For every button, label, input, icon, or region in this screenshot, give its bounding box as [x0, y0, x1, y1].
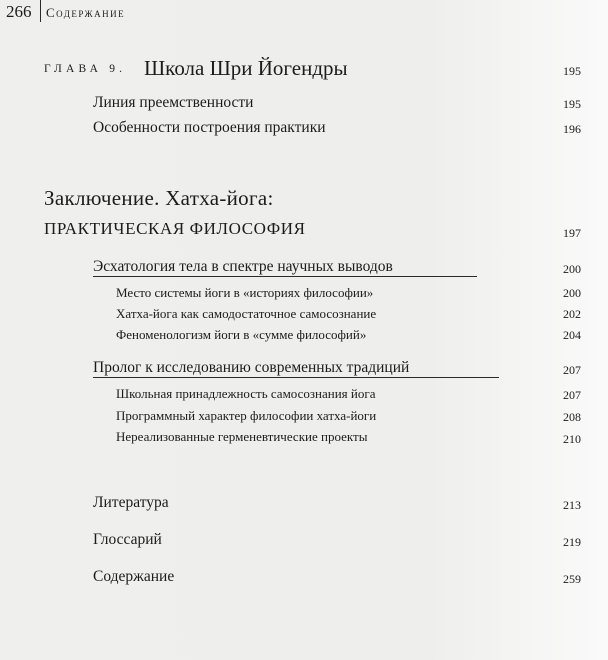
toc-subentry-page: 208: [563, 410, 581, 424]
running-title: Содержание: [46, 5, 126, 20]
toc-entry-title: Линия преемственности: [93, 94, 254, 111]
toc-subentry-title: Хатха-йога как самодостаточное самосознание: [116, 306, 377, 321]
section-page: 207: [563, 363, 581, 377]
conclusion-page: 197: [563, 226, 581, 240]
backmatter-title: Содержание: [93, 568, 175, 585]
toc-entry-title: Особенности построения практики: [93, 119, 326, 136]
conclusion-title-line2: ПРАКТИЧЕСКАЯ ФИЛОСОФИЯ: [44, 219, 306, 238]
section-underline: [93, 276, 477, 277]
toc-subentry-title: Программный характер философии хатха-йоги: [116, 408, 377, 423]
backmatter-title: Глоссарий: [93, 531, 162, 548]
backmatter-page: 219: [563, 535, 581, 549]
chapter-label: ГЛАВА 9.: [44, 63, 127, 75]
toc-entry-page: 196: [563, 122, 581, 136]
chapter-title: Школа Шри Йогендры: [144, 56, 348, 80]
toc-subentry-title: Нереализованные герменевтические проекты: [116, 429, 368, 444]
toc-subentry-page: 200: [563, 286, 581, 300]
page-number: 266: [6, 2, 32, 21]
section-page: 200: [563, 262, 581, 276]
toc-subentry-page: 210: [563, 432, 581, 446]
backmatter-page: 213: [563, 498, 581, 512]
backmatter-page: 259: [563, 572, 581, 586]
toc-subentry-title: Феноменологизм йоги в «сумме философий»: [116, 327, 367, 342]
chapter-page: 195: [563, 64, 581, 78]
toc-subentry-page: 207: [563, 388, 581, 402]
toc-subentry-title: Место системы йоги в «историях философии»: [116, 285, 374, 300]
toc-subentry-page: 202: [563, 307, 581, 321]
backmatter-title: Литература: [93, 494, 169, 511]
header-divider: [40, 0, 41, 22]
conclusion-title-line1: Заключение. Хатха-йога:: [44, 186, 274, 210]
toc-subentry-page: 204: [563, 328, 581, 342]
section-title: Пролог к исследованию современных традиций: [93, 359, 410, 376]
section-underline: [93, 377, 499, 378]
section-title: Эсхатология тела в спектре научных выводов: [93, 258, 393, 275]
toc-entry-page: 195: [563, 97, 581, 111]
toc-subentry-title: Школьная принадлежность самосознания йога: [116, 386, 376, 401]
